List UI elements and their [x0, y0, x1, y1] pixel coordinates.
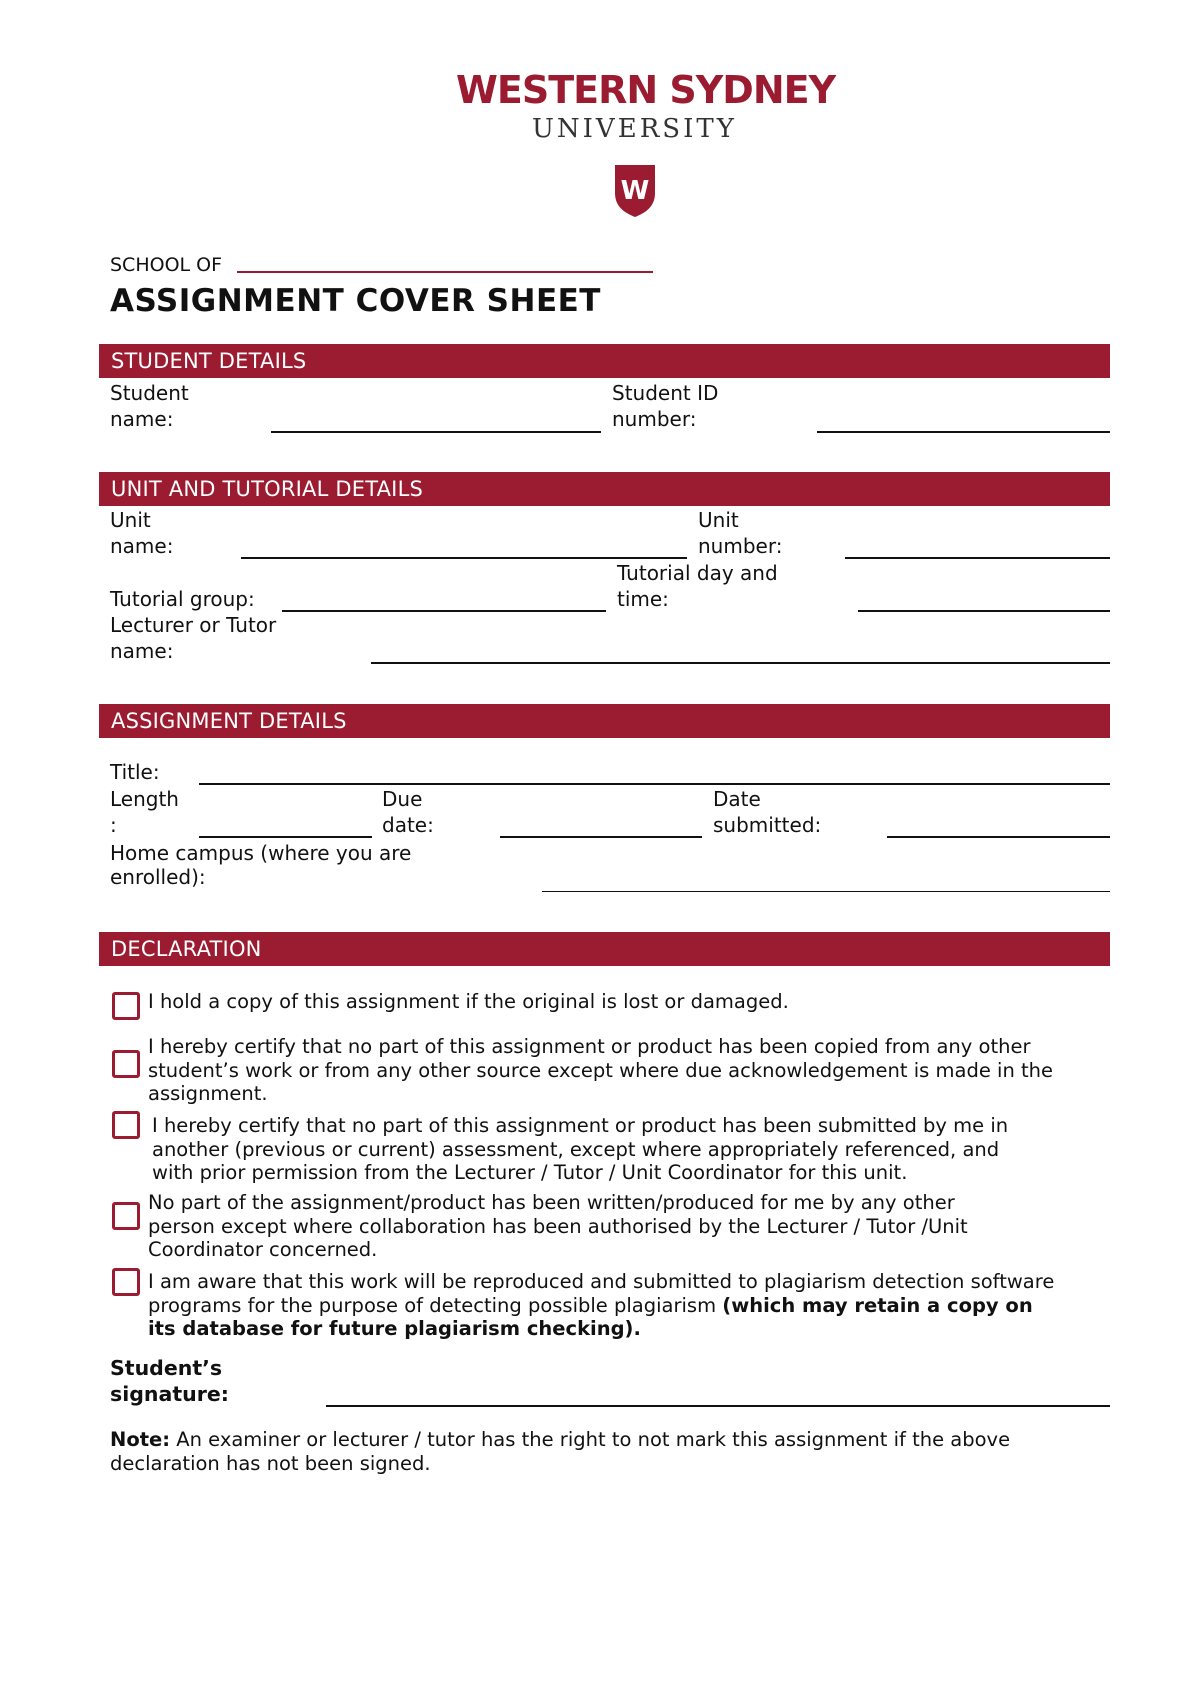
declaration-line: I am aware that this work will be reproduced and submitted to plagiarism detection software [148, 1270, 1055, 1293]
label-line: Home campus (where you are [110, 841, 412, 865]
note-line: declaration has not been signed. [110, 1451, 431, 1475]
label-line: name: [110, 407, 174, 431]
declaration-checkbox-5[interactable] [112, 1268, 140, 1296]
student-name-label [110, 380, 189, 432]
label-line: Due [382, 787, 423, 811]
length-label [110, 786, 179, 838]
label-line: Length [110, 787, 179, 811]
declaration-text-5 [148, 1270, 1054, 1341]
declaration-line: No part of the assignment/product has been written/produced for me by any other [148, 1191, 955, 1214]
note-label: Note: [110, 1428, 171, 1451]
declaration-checkbox-2[interactable] [112, 1050, 140, 1078]
label-line: time: [617, 587, 669, 611]
date-submitted-field[interactable] [887, 836, 1110, 838]
declaration-line-bold: its database for future plagiarism checking). [148, 1317, 641, 1340]
student-id-field[interactable] [817, 431, 1110, 433]
declaration-line: with prior permission from the Lecturer / Tutor / Unit Coordinator for this unit. [152, 1161, 908, 1184]
section-heading: DECLARATION [111, 937, 262, 961]
tutorial-day-field[interactable] [858, 610, 1110, 612]
student-name-field[interactable] [271, 431, 601, 433]
note-body: An examiner or lecturer / tutor has the right to not mark this assignment if the above [176, 1428, 1011, 1451]
student-id-label [612, 380, 718, 432]
due-date-field[interactable] [500, 836, 702, 838]
note-text [110, 1428, 1010, 1475]
label-line: Lecturer or Tutor [110, 613, 277, 637]
unit-name-label [110, 507, 173, 559]
declaration-line: another (previous or current) assessment, except where appropriately referenced, and [152, 1137, 1000, 1161]
label-line: enrolled): [110, 865, 206, 889]
section-heading: ASSIGNMENT DETAILS [111, 709, 347, 733]
label-line: : [110, 813, 117, 837]
label-line: submitted: [713, 813, 822, 837]
declaration-checkbox-3[interactable] [112, 1111, 140, 1139]
unit-number-label [698, 507, 782, 559]
declaration-line: I hold a copy of this assignment if the original is lost or damaged. [148, 990, 789, 1013]
label-line: Unit [110, 508, 151, 532]
label-line: Tutorial day and [617, 561, 778, 585]
unit-name-field[interactable] [241, 557, 687, 559]
length-field[interactable] [199, 836, 372, 838]
declaration-line: student’s work or from any other source except where due acknowledgement is made in the [148, 1058, 1054, 1082]
declaration-checkbox-1[interactable] [112, 992, 140, 1020]
logo-wordmark-line2: UNIVERSITY [532, 114, 737, 144]
label-line: Student’s [110, 1356, 223, 1380]
label-line: signature: [110, 1382, 229, 1406]
section-heading: STUDENT DETAILS [111, 349, 307, 373]
declaration-text-2 [148, 1035, 1053, 1106]
declaration-line: I hereby certify that no part of this assignment or product has been copied from any other [148, 1035, 1031, 1058]
label-line: Student ID [612, 381, 719, 405]
unit-number-field[interactable] [845, 557, 1110, 559]
declaration-line: Coordinator concerned. [148, 1238, 378, 1261]
date-submitted-label [713, 786, 821, 838]
declaration-line-bold: (which may retain a copy on [722, 1293, 1033, 1317]
school-label: SCHOOL OF [110, 254, 223, 276]
label-line: Student [110, 381, 189, 405]
declaration-line: I hereby certify that no part of this assignment or product has been submitted by me in [152, 1114, 1009, 1137]
due-date-label [382, 786, 434, 838]
declaration-text-1 [148, 990, 789, 1014]
section-assignment-details [99, 704, 1110, 738]
label-line: name: [110, 639, 174, 663]
declaration-line: assignment. [148, 1082, 268, 1105]
school-name-field[interactable] [237, 271, 653, 273]
signature-field[interactable] [326, 1405, 1110, 1407]
page-title: ASSIGNMENT COVER SHEET [110, 283, 601, 319]
declaration-text-3 [152, 1114, 1008, 1185]
label-line: Unit [698, 508, 739, 532]
label-line: Date [713, 787, 761, 811]
signature-label [110, 1355, 229, 1407]
declaration-text-4 [148, 1191, 968, 1262]
home-campus-field[interactable] [542, 891, 1110, 892]
declaration-line [148, 1294, 1054, 1318]
declaration-checkbox-4[interactable] [112, 1202, 140, 1230]
section-declaration [99, 932, 1110, 966]
section-heading: UNIT AND TUTORIAL DETAILS [111, 477, 424, 501]
declaration-line: person except where collaboration has been authorised by the Lecturer / Tutor /Unit [148, 1214, 968, 1238]
declaration-line-normal: programs for the purpose of detecting possible plagiarism [148, 1293, 723, 1317]
assignment-title-field[interactable] [199, 783, 1110, 785]
label-line: number: [698, 534, 783, 558]
tutorial-group-label: Tutorial group: [110, 587, 255, 611]
label-line: number: [612, 407, 697, 431]
tutorial-group-field[interactable] [282, 610, 606, 612]
label-line: name: [110, 534, 174, 558]
home-campus-label [110, 840, 411, 890]
declaration-line [148, 1317, 1054, 1341]
lecturer-name-field[interactable] [371, 662, 1110, 664]
section-unit-details [99, 472, 1110, 506]
lecturer-name-label [110, 612, 276, 664]
section-student-details [99, 344, 1110, 378]
tutorial-day-label [617, 560, 778, 612]
university-logo [450, 60, 836, 230]
university-crest-icon [613, 163, 657, 219]
logo-wordmark-line1: WESTERN SYDNEY [456, 68, 836, 112]
svg-text:W: W [620, 176, 650, 206]
note-line [110, 1428, 1010, 1452]
label-line: date: [382, 813, 434, 837]
title-label: Title: [110, 760, 160, 784]
